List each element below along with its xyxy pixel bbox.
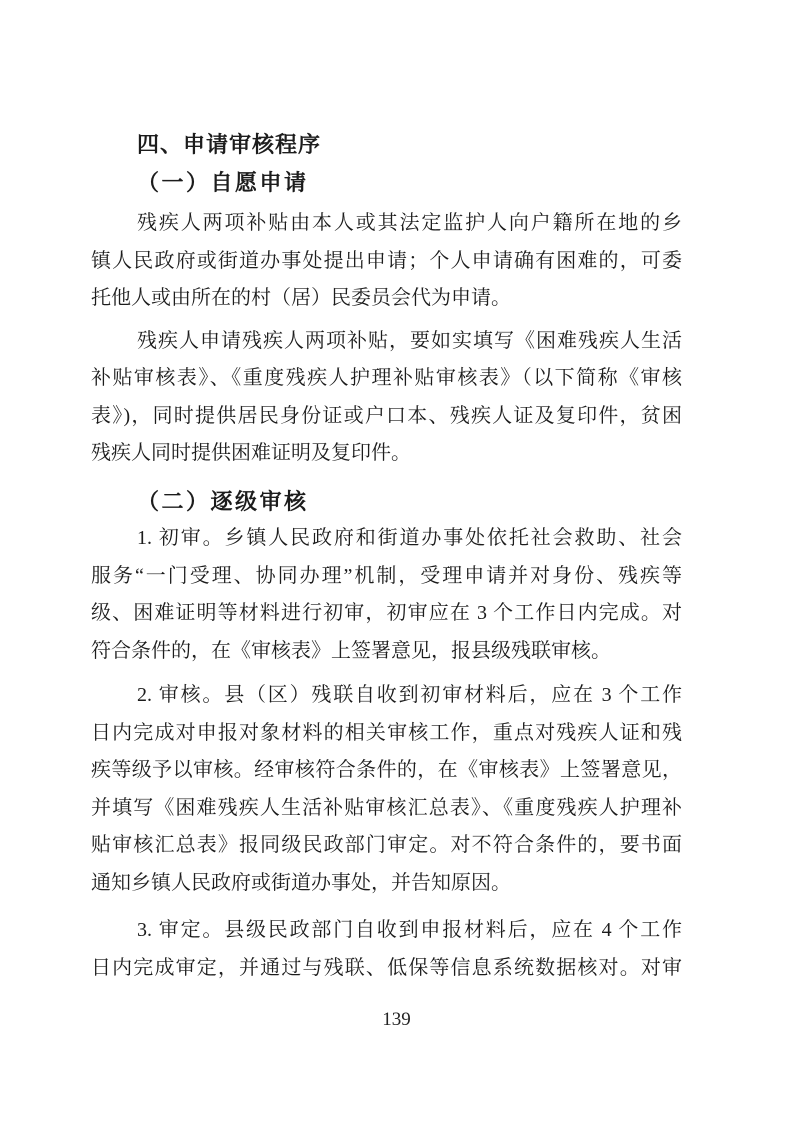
text-line: 残疾人两项补贴由本人或其法定监护人向户籍所在地的乡 — [137, 212, 682, 234]
section-title-level-by-level-review: （二）逐级审核 — [137, 488, 309, 514]
paragraph — [91, 677, 682, 902]
text-line: 1. 初审。乡镇人民政府和街道办事处依托社会救助、社会 — [137, 527, 682, 549]
section-title-voluntary-application: （一）自愿申请 — [137, 169, 309, 195]
text-line: 残疾人同时提供困难证明及复印件。 — [91, 442, 411, 464]
main-heading: 四、申请审核程序 — [137, 132, 322, 157]
paragraph — [91, 520, 682, 670]
text-line: 表》)，同时提供居民身份证或户口本、残疾人证及复印件，贫困 — [91, 404, 682, 427]
paragraph — [91, 323, 682, 473]
paragraph — [91, 912, 682, 987]
text-line: 贴审核汇总表》报同级民政部门审定。对不符合条件的，要书面 — [91, 834, 682, 856]
text-line: 服务“一门受理、协同办理”机制，受理申请并对身份、残疾等 — [91, 564, 682, 587]
document-page — [91, 126, 682, 987]
text-line: 符合条件的，在《审核表》上签署意见，报县级残联审核。 — [91, 639, 611, 662]
page-number: 139 — [382, 1009, 411, 1030]
text-line: 3. 审定。县级民政部门自收到申报材料后，应在 4 个工作 — [137, 919, 682, 941]
text-line: 日内完成对申报对象材料的相关审核工作，重点对残疾人证和残 — [91, 721, 682, 744]
text-line: 级、困难证明等材料进行初审，初审应在 3 个工作日内完成。对 — [91, 602, 682, 624]
text-line: 通知乡镇人民政府或街道办事处，并告知原因。 — [91, 871, 511, 894]
text-line: 2. 审核。县（区）残联自收到初审材料后，应在 3 个工作 — [137, 684, 682, 706]
text-line: 日内完成审定，并通过与残联、低保等信息系统数据核对。对审 — [91, 956, 682, 979]
text-line: 残疾人申请残疾人两项补贴，要如实填写《困难残疾人生活 — [137, 329, 682, 352]
paragraph — [91, 205, 682, 318]
text-line: 并填写《困难残疾人生活补贴审核汇总表》、《重度残疾人护理补 — [91, 796, 682, 819]
text-line: 疾等级予以审核。经审核符合条件的，在《审核表》上签署意见， — [91, 759, 682, 781]
text-line: 镇人民政府或街道办事处提出申请；个人申请确有困难的，可委 — [91, 249, 682, 272]
text-line: 补贴审核表》、《重度残疾人护理补贴审核表》（以下简称《审核 — [91, 367, 682, 389]
text-line: 托他人或由所在的村（居）民委员会代为申请。 — [91, 287, 511, 309]
